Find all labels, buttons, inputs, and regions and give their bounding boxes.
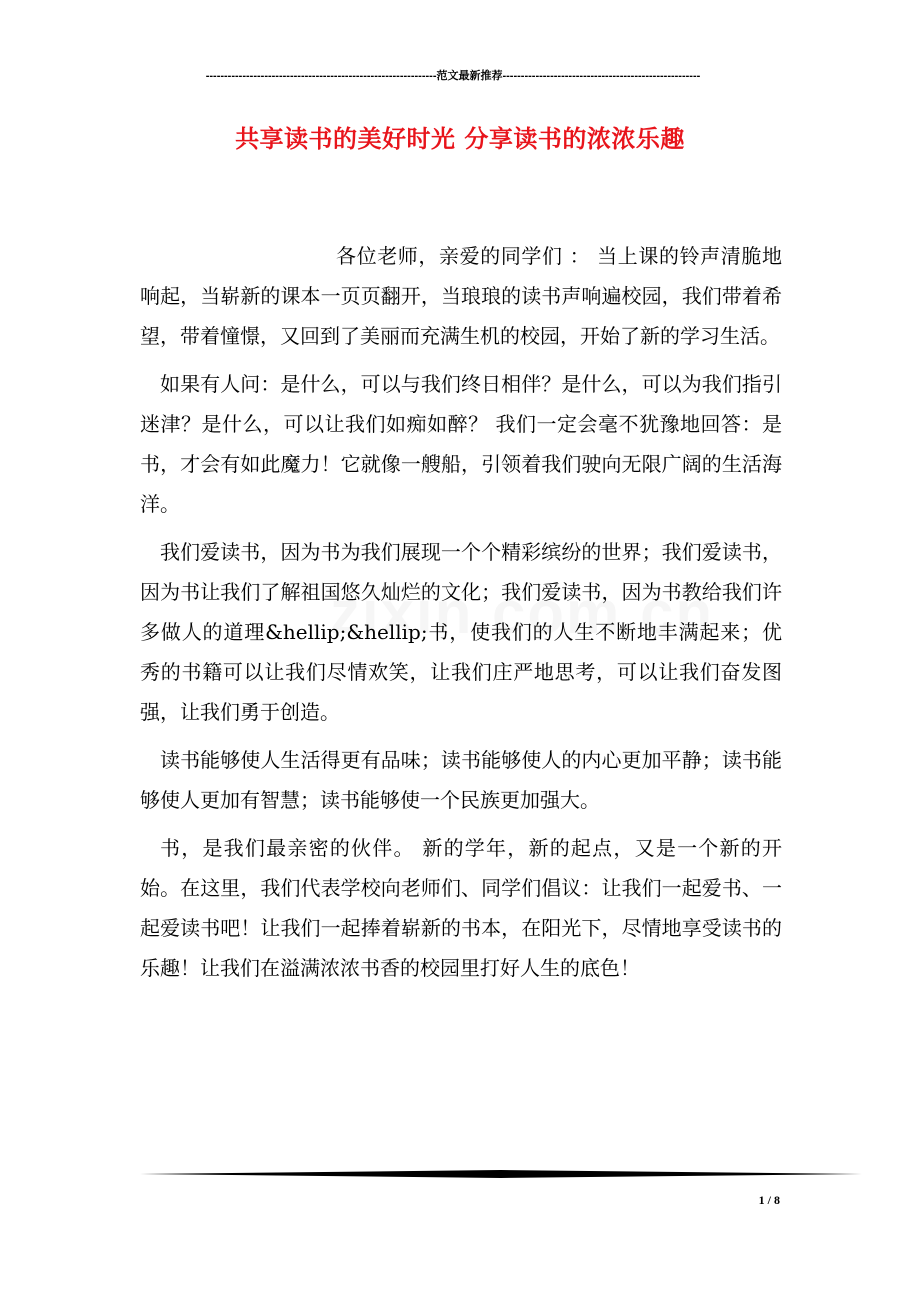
paragraph: 读书能够使人生活得更有品味；读书能够使人的内心更加平静；读书能够使人更加有智慧；读书能够使一个民族更加强大。 — [140, 748, 782, 812]
paragraph: 如果有人问：是什么，可以与我们终日相伴？是什么，可以为我们指引迷津？是什么，可以让我们如痴如醉？ 我们一定会毫不犹豫地回答：是书，才会有如此魔力！它就像一艘船，引领着我们驶向无限广阔的生活海洋。 — [140, 372, 782, 516]
paragraph: 书，是我们最亲密的伙伴。 新的学年，新的起点，又是一个新的开始。在这里，我们代表学校向老师们、同学们倡议：让我们一起爱书、一起爱读书吧！让我们一起捧着崭新的书本，在阳光下，尽情地享受读书的乐趣！让我们在溢满浓浓书香的校园里打好人生的底色！ — [140, 836, 782, 980]
watermark — [330, 578, 714, 647]
paragraph: 各位老师，亲爱的同学们 ： 当上课的铃声清脆地响起，当崭新的课本一页页翻开，当琅琅的读书声响遍校园，我们带着希望，带着憧憬，又回到了美丽而充满生机的校园，开始了新的学习生活。 — [140, 244, 782, 348]
paragraph: 我们爱读书，因为书为我们展现一个个精彩缤纷的世界；我们爱读书，因为书让我们了解祖国悠久灿烂的文化；我们爱读书，因为书教给我们许多做人的道理&hellip;&hellip;书，使我们的人生不断地丰满起来；优秀的书籍可以让我们尽情欢笑，让我们庄严地思考，可以让我们奋发图强，让我们勇于创造。 — [140, 540, 782, 724]
footer-divider — [140, 1170, 862, 1178]
page-header: ---------------------------------------------------------------范文最新推荐------------------------------------------------------ — [205, 70, 701, 82]
document-title: 共享读书的美好时光 分享读书的浓浓乐趣 — [235, 124, 685, 153]
page-number: 1 / 8 — [758, 1193, 780, 1207]
